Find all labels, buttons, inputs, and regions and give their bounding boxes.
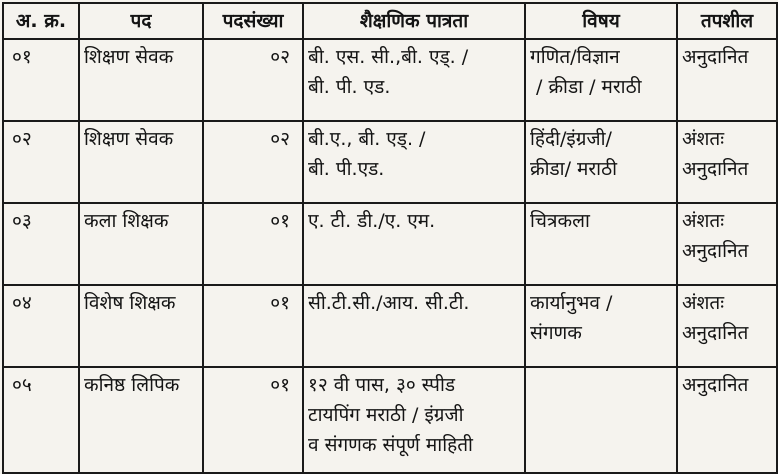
cell-serial-no: ०५ bbox=[3, 367, 79, 473]
cell-qualification bbox=[303, 285, 525, 367]
cell-post: विशेष शिक्षक bbox=[79, 285, 203, 367]
subject-line: गणित/विज्ञान bbox=[530, 46, 620, 68]
qualification-line: ए. टी. डी./ए. एम. bbox=[308, 210, 436, 232]
table-header-row bbox=[3, 3, 777, 39]
details-line: अनुदानित bbox=[682, 240, 749, 262]
header-details: तपशील bbox=[677, 3, 777, 39]
cell-qualification bbox=[303, 203, 525, 285]
details-line: अनुदानित bbox=[682, 374, 749, 396]
cell-serial-no: ०२ bbox=[3, 121, 79, 203]
cell-details bbox=[677, 121, 777, 203]
table-row bbox=[3, 39, 777, 121]
subject-line: संगणक bbox=[530, 322, 582, 344]
cell-serial-no: ०१ bbox=[3, 39, 79, 121]
cell-qualification bbox=[303, 367, 525, 473]
header-qualification: शैक्षणिक पात्रता bbox=[303, 3, 525, 39]
cell-post-count: ०२ bbox=[203, 39, 303, 121]
subject-line: हिंदी/इंग्रजी/ bbox=[530, 128, 612, 150]
cell-details bbox=[677, 203, 777, 285]
cell-details bbox=[677, 39, 777, 121]
cell-subject bbox=[525, 285, 677, 367]
details-line: अनुदानित bbox=[682, 322, 749, 344]
subject-line: / क्रीडा / मराठी bbox=[536, 76, 642, 98]
qualification-line: टायपिंग मराठी / इंग्रजी bbox=[308, 404, 464, 426]
qualification-line: बी. पी.एड. bbox=[308, 158, 385, 180]
header-post: पद bbox=[79, 3, 203, 39]
header-subject: विषय bbox=[525, 3, 677, 39]
cell-subject bbox=[525, 39, 677, 121]
qualification-line: व संगणक संपूर्ण माहिती bbox=[308, 434, 473, 456]
cell-subject bbox=[525, 203, 677, 285]
cell-subject bbox=[525, 367, 677, 473]
cell-serial-no: ०४ bbox=[3, 285, 79, 367]
cell-details bbox=[677, 285, 777, 367]
cell-qualification bbox=[303, 39, 525, 121]
cell-details bbox=[677, 367, 777, 473]
table-row bbox=[3, 367, 777, 473]
cell-serial-no: ०३ bbox=[3, 203, 79, 285]
cell-post-count: ०२ bbox=[203, 121, 303, 203]
cell-post: कला शिक्षक bbox=[79, 203, 203, 285]
details-line: अंशतः bbox=[682, 210, 725, 232]
header-serial-no: अ. क्र. bbox=[3, 3, 79, 39]
cell-qualification bbox=[303, 121, 525, 203]
cell-post: शिक्षण सेवक bbox=[79, 39, 203, 121]
qualification-line: १२ वी पास, ३० स्पीड bbox=[308, 374, 456, 396]
qualification-line: बी.ए., बी. एड्. / bbox=[308, 128, 426, 150]
details-line: अनुदानित bbox=[682, 158, 749, 180]
cell-post-count: ०१ bbox=[203, 203, 303, 285]
recruitment-table bbox=[2, 2, 778, 474]
subject-line: चित्रकला bbox=[530, 210, 590, 232]
details-line: अनुदानित bbox=[682, 46, 749, 68]
qualification-line: सी.टी.सी./आय. सी.टी. bbox=[308, 292, 470, 314]
cell-post: कनिष्ठ लिपिक bbox=[79, 367, 203, 473]
table-row bbox=[3, 121, 777, 203]
cell-post-count: ०१ bbox=[203, 367, 303, 473]
qualification-line: बी. पी. एड. bbox=[308, 76, 391, 98]
details-line: अंशतः bbox=[682, 128, 725, 150]
details-line: अंशतः bbox=[682, 292, 725, 314]
subject-line: कार्यानुभव / bbox=[530, 292, 613, 314]
table-row bbox=[3, 203, 777, 285]
cell-subject bbox=[525, 121, 677, 203]
table-row bbox=[3, 285, 777, 367]
qualification-line: बी. एस. सी.,बी. एड्. / bbox=[308, 46, 469, 68]
cell-post: शिक्षण सेवक bbox=[79, 121, 203, 203]
subject-line: क्रीडा/ मराठी bbox=[530, 158, 618, 180]
header-post-count: पदसंख्या bbox=[203, 3, 303, 39]
cell-post-count: ०१ bbox=[203, 285, 303, 367]
